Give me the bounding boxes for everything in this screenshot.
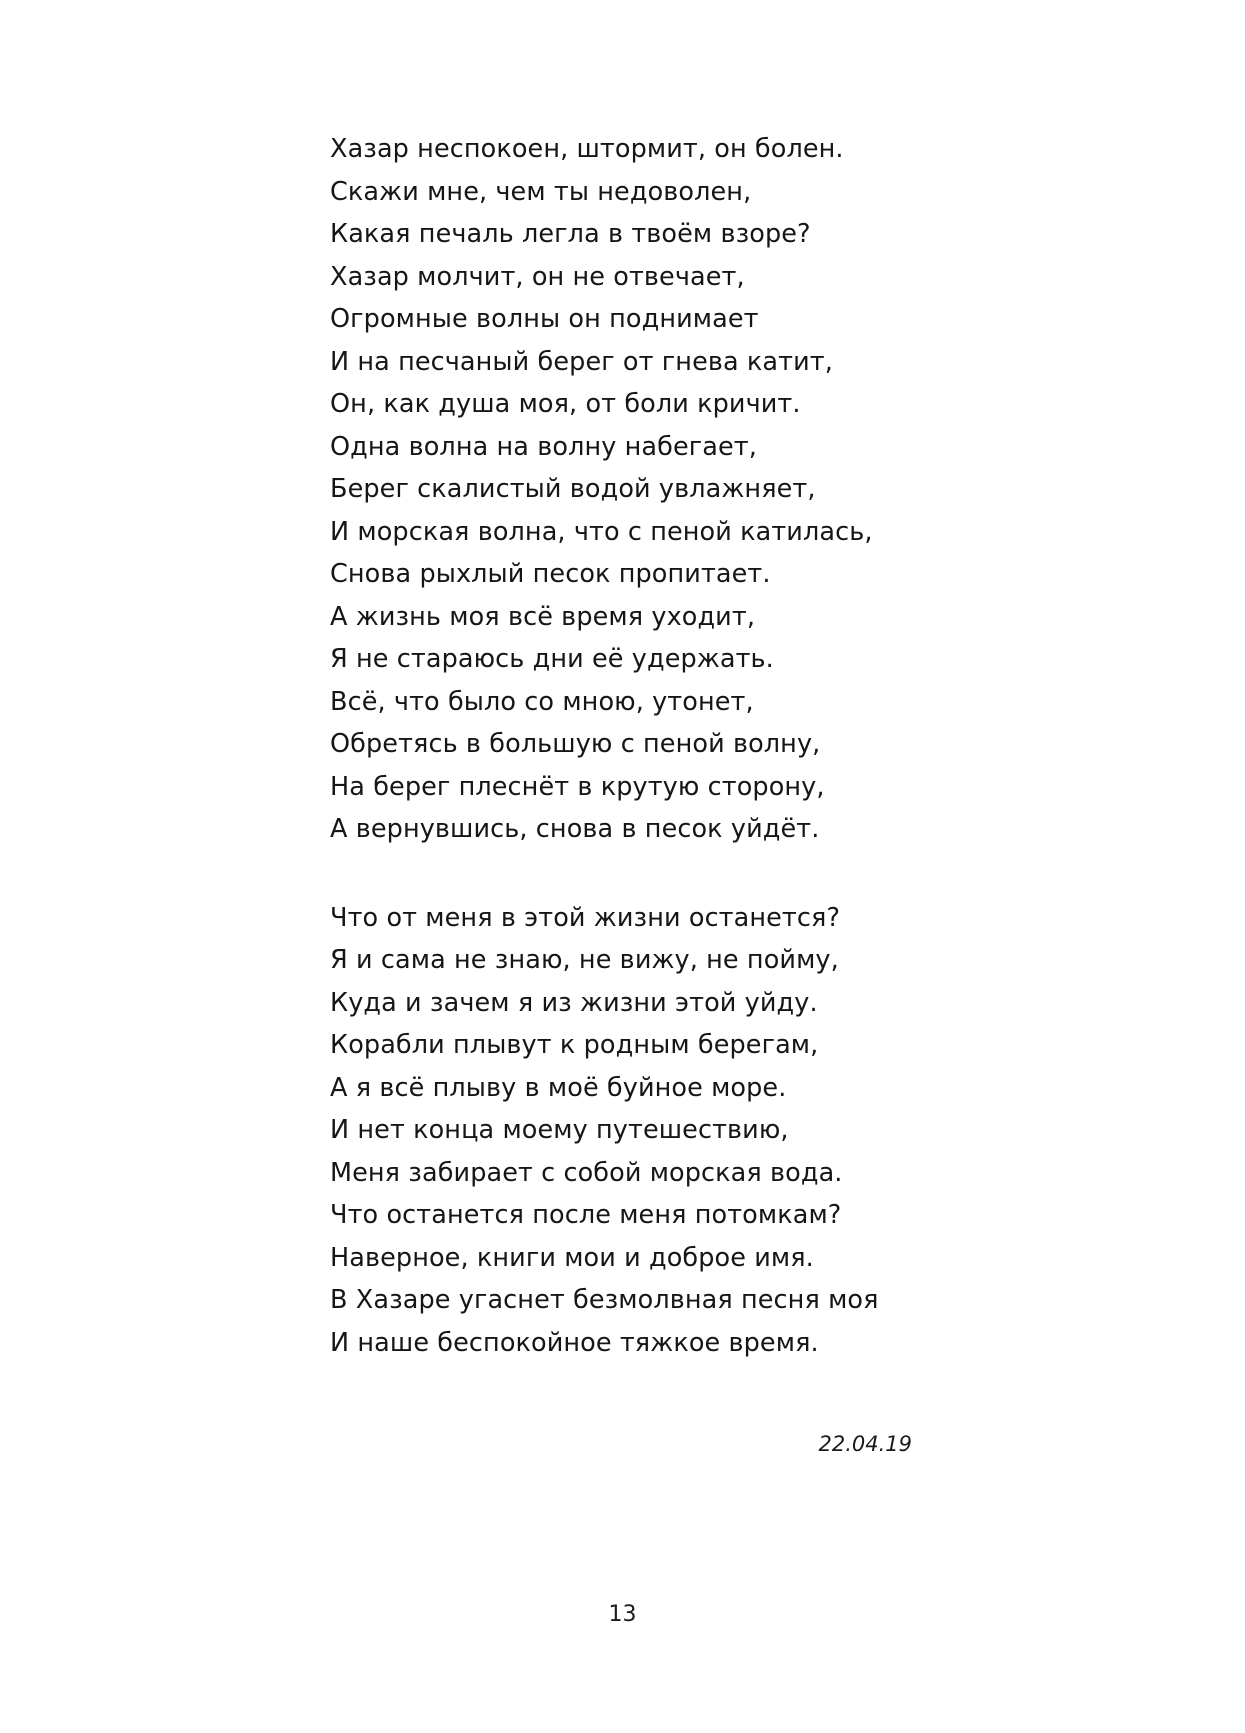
poem-line: А вернувшись, снова в песок уйдёт. xyxy=(330,814,820,844)
poem-stanza-2 xyxy=(330,897,1030,1365)
poem-line: Берег скалистый водой увлажняет, xyxy=(330,474,816,504)
poem-line: И нет конца моему путешествию, xyxy=(330,1115,789,1145)
poem-line: А жизнь моя всё время уходит, xyxy=(330,601,756,632)
poem-line: Я и сама не знаю, не вижу, не пойму, xyxy=(330,945,839,975)
poem-line: В Хазаре угаснет безмолвная песня моя xyxy=(330,1285,879,1315)
poem-line: Всё, что было со мною, утонет, xyxy=(330,686,754,717)
poem-line: Что останется после меня потомкам? xyxy=(330,1200,842,1230)
poem-date: 22.04.19 xyxy=(818,1432,912,1456)
poem-line: Я не стараюсь дни её удержать. xyxy=(330,644,774,674)
page-number: 13 xyxy=(608,1602,637,1627)
poem-line: Снова рыхлый песок пропитает. xyxy=(330,559,771,589)
poem-line: На берег плеснёт в крутую сторону, xyxy=(330,771,825,802)
poem-line: А я всё плыву в моё буйное море. xyxy=(330,1072,787,1103)
poem-line: Меня забирает с собой морская вода. xyxy=(330,1157,843,1188)
poem-line: Хазар неспокоен, штормит, он болен. xyxy=(330,134,844,164)
poem-line: Он, как душа моя, от боли кричит. xyxy=(330,389,801,419)
poem-line: И морская волна, что с пеной катилась, xyxy=(330,516,873,547)
poem-line: Хазар молчит, он не отвечает, xyxy=(330,261,745,292)
poem-line: Скажи мне, чем ты недоволен, xyxy=(330,176,752,207)
poem-line: Наверное, книги мои и доброе имя. xyxy=(330,1242,814,1273)
poem-line: Корабли плывут к родным берегам, xyxy=(330,1030,819,1060)
poem-line: Какая печаль легла в твоём взоре? xyxy=(330,219,811,249)
poem-line: И наше беспокойное тяжкое время. xyxy=(330,1327,819,1358)
poem-line: Что от меня в этой жизни останется? xyxy=(330,902,841,933)
poem-stanza-1 xyxy=(330,128,1030,851)
poem-line: Одна волна на волну набегает, xyxy=(330,431,757,462)
poem-body xyxy=(330,128,1030,1364)
poem-line: Обретясь в большую с пеной волну, xyxy=(330,729,821,759)
poem-line: Огромные волны он поднимает xyxy=(330,304,759,334)
poem-line: Куда и зачем я из жизни этой уйду. xyxy=(330,987,818,1018)
poem-line: И на песчаный берег от гнева катит, xyxy=(330,346,833,377)
